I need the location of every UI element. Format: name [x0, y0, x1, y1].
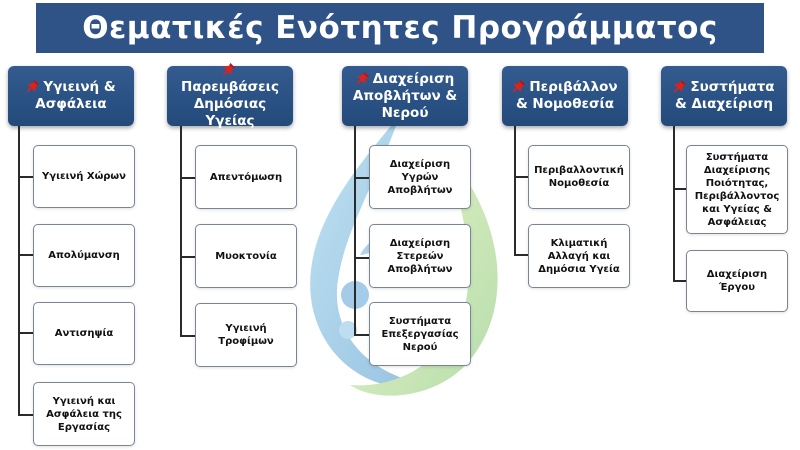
connector-branch — [18, 332, 34, 334]
column-header-public-health — [167, 66, 293, 129]
topic-box-antisepsis: Αντισηψία — [33, 302, 135, 365]
connector-branch — [673, 188, 687, 190]
topic-box-environmental-legislation: Περιβαλλοντική Νομοθεσία — [528, 145, 630, 209]
topic-box-project-management: Διαχείριση Έργου — [686, 250, 788, 312]
column-header-label: Παρεμβάσεις Δημόσιας Υγείας — [181, 79, 279, 129]
topic-box-occupational-health-safety: Υγιεινή και Ασφάλεια της Εργασίας — [33, 382, 135, 446]
connector-branch — [18, 414, 34, 416]
connector-branch — [180, 177, 196, 179]
pushpin-icon — [673, 79, 687, 93]
topic-box-pest-control: Απεντόμωση — [195, 145, 297, 209]
column-header-label: Διαχείριση Αποβλήτων & Νερού — [352, 70, 458, 121]
pushpin-icon — [222, 62, 236, 76]
topic-box-liquid-waste: Διαχείριση Υγρών Αποβλήτων — [369, 145, 471, 209]
connector-branch — [354, 334, 370, 336]
column-header-systems-management — [661, 66, 787, 126]
connector-branch — [354, 177, 370, 179]
topic-box-space-hygiene: Υγιεινή Χώρων — [33, 145, 135, 208]
column-header-waste-water — [342, 66, 468, 126]
connector-spine — [514, 126, 516, 256]
pushpin-icon — [512, 79, 526, 93]
connector-branch — [354, 257, 370, 259]
pushpin-icon — [356, 71, 370, 85]
topic-box-management-systems: Συστήματα Διαχείρισης Ποιότητας, Περιβάλλοντος και Υγείας & Ασφάλειας — [686, 145, 788, 234]
topic-box-solid-waste: Διαχείριση Στερεών Αποβλήτων — [369, 224, 471, 288]
column-header-label: Συστήματα & Διαχείριση — [675, 79, 775, 112]
topic-box-food-hygiene: Υγιεινή Τροφίμων — [195, 303, 297, 367]
column-header-label: Υγιεινή & Ασφάλεια — [35, 79, 116, 112]
column-header-environment-legislation — [502, 66, 628, 126]
column-header-hygiene-safety — [8, 66, 134, 126]
pushpin-icon — [26, 79, 40, 93]
topic-box-climate-change: Κλιματική Αλλαγή και Δημόσια Υγεία — [528, 224, 630, 288]
connector-spine — [673, 126, 675, 282]
connector-spine — [180, 126, 182, 337]
connector-branch — [673, 280, 687, 282]
connector-branch — [180, 335, 196, 337]
connector-spine — [18, 126, 20, 415]
page-title: Θεματικές Ενότητες Προγράμματος — [36, 3, 764, 53]
connector-branch — [18, 254, 34, 256]
column-header-label: Περιβάλλον & Νομοθεσία — [515, 79, 618, 112]
connector-spine — [354, 126, 356, 336]
topic-box-rodent-control: Μυοκτονία — [195, 224, 297, 288]
connector-branch — [18, 176, 34, 178]
topic-box-water-treatment: Συστήματα Επεξεργασίας Νερού — [369, 302, 471, 366]
topic-box-disinfection: Απολύμανση — [33, 224, 135, 287]
connector-branch — [180, 256, 196, 258]
